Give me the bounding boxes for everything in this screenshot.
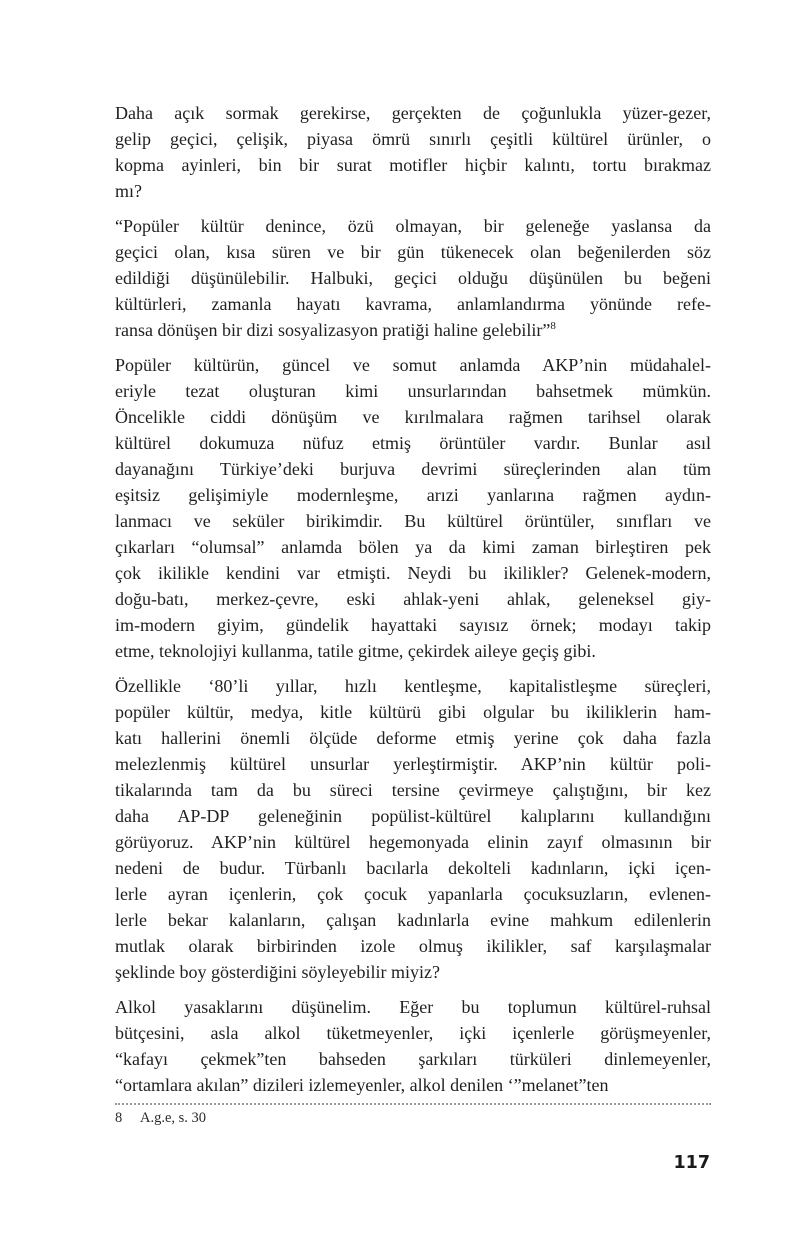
text-line: dayanağını Türkiye’deki burjuva devrimi süreçlerinden alan tüm <box>115 459 711 479</box>
text-line: kültürleri, zamanla hayatı kavrama, anlamlandırma yönünde refe- <box>115 294 711 314</box>
text-line: nedeni de budur. Türbanlı bacılarla dekolteli kadınların, içki içen- <box>115 858 711 878</box>
text-line: kopma ayinleri, bin bir surat motifler hiçbir kalıntı, tortu bırakmaz <box>115 155 711 175</box>
text-line: popüler kültür, medya, kitle kültürü gibi olgular bu ikiliklerin ham- <box>115 702 711 722</box>
text-line: “ortamlara akılan” dizileri izlemeyenler, alkol denilen ‘”melanet”ten <box>115 1075 609 1095</box>
footnote-marker: 8 <box>115 1110 123 1126</box>
text-line: mutlak olarak birbirinden izole olmuş ikilikler, saf karşılaşmalar <box>115 936 711 956</box>
paragraph <box>115 673 711 985</box>
text-line: “kafayı çekmek”ten bahseden şarkıları türküleri dinlemeyenler, <box>115 1049 711 1069</box>
text-line: bütçesini, asla alkol tüketmeyenler, içki içenlerle görüşmeyenler, <box>115 1023 711 1043</box>
text-line: çıkarları “olumsal” anlamda bölen ya da kimi zaman birleştiren pek <box>115 537 711 557</box>
text-line: Öncelikle ciddi dönüşüm ve kırılmalara rağmen tarihsel olarak <box>115 407 711 427</box>
paragraph <box>115 213 711 343</box>
text-line: lerle ayran içenlerin, çok çocuk yapanlarla çocuksuzların, evlenen- <box>115 884 711 904</box>
text-line: geçici olan, kısa süren ve bir gün tükenecek olan beğenilerden söz <box>115 242 711 262</box>
paragraph <box>115 994 711 1098</box>
text-line: şeklinde boy gösterdiğini söyleyebilir miyiz? <box>115 962 440 982</box>
text-line: ransa dönüşen bir dizi sosyalizasyon pratiği haline gelebilir”$^8$ <box>115 320 556 340</box>
paragraph <box>115 352 711 664</box>
text-line: doğu-batı, merkez-çevre, eski ahlak-yeni ahlak, geleneksel giy- <box>115 589 711 609</box>
text-line: kültürel dokumuza nüfuz etmiş örüntüler vardır. Bunlar asıl <box>115 433 711 453</box>
text-line: eriyle tezat oluşturan kimi unsurlarından bahsetmek mümkün. <box>115 381 711 401</box>
text-line: tikalarında tam da bu süreci tersine çevirmeye çalıştığını, bir kez <box>115 780 711 800</box>
text-line: Popüler kültürün, güncel ve somut anlamda AKP’nin müdahalel- <box>115 355 711 375</box>
text-line: mı? <box>115 181 142 201</box>
text-line: görüyoruz. AKP’nin kültürel hegemonyada elinin zayıf olmasının bir <box>115 832 711 852</box>
page-number: 117 <box>673 1153 710 1173</box>
footnote-reference: 8 <box>550 320 556 332</box>
text-line: gelip geçici, çelişik, piyasa ömrü sınırlı çeşitli kültürel ürünler, o <box>115 129 711 149</box>
footnote <box>115 1108 711 1128</box>
text-line: daha AP-DP geleneğinin popülist-kültürel kalıplarını kullandığını <box>115 806 711 826</box>
text-line: çok ikilikle kendini var etmişti. Neydi bu ikilikler? Gelenek-modern, <box>115 563 711 583</box>
text-line: Daha açık sormak gerekirse, gerçekten de çoğunlukla yüzer-gezer, <box>115 103 711 123</box>
paragraph <box>115 100 711 204</box>
footnote-separator <box>115 1103 711 1105</box>
text-line: lanmacı ve seküler birikimdir. Bu kültürel örüntüler, sınıfları ve <box>115 511 711 531</box>
text-line: “Popüler kültür denince, özü olmayan, bir geleneğe yaslansa da <box>115 216 711 236</box>
text-line: melezlenmiş kültürel unsurlar yerleştirmiştir. AKP’nin kültür poli- <box>115 754 711 774</box>
text-line: im-modern giyim, gündelik hayattaki sayısız örnek; modayı takip <box>115 615 711 635</box>
text-line: Özellikle ‘80’li yıllar, hızlı kentleşme, kapitalistleşme süreçleri, <box>115 676 711 696</box>
body-text <box>115 100 711 1107</box>
text-line: Alkol yasaklarını düşünelim. Eğer bu toplumun kültürel-ruhsal <box>115 997 711 1017</box>
text-line: katı hallerini önemli ölçüde deforme etmiş yerine çok daha fazla <box>115 728 711 748</box>
text-line: lerle bekar kalanların, çalışan kadınlarla evine mahkum edilenlerin <box>115 910 711 930</box>
footnote-text: A.g.e, s. 30 <box>140 1110 207 1126</box>
text-line: etme, teknolojiyi kullanma, tatile gitme, çekirdek aileye geçiş gibi. <box>115 641 596 661</box>
text-line: eşitsiz gelişimiyle modernleşme, arızi yanlarına rağmen aydın- <box>115 485 711 505</box>
text-line: edildiği düşünülebilir. Halbuki, geçici olduğu düşünülen bu beğeni <box>115 268 711 288</box>
